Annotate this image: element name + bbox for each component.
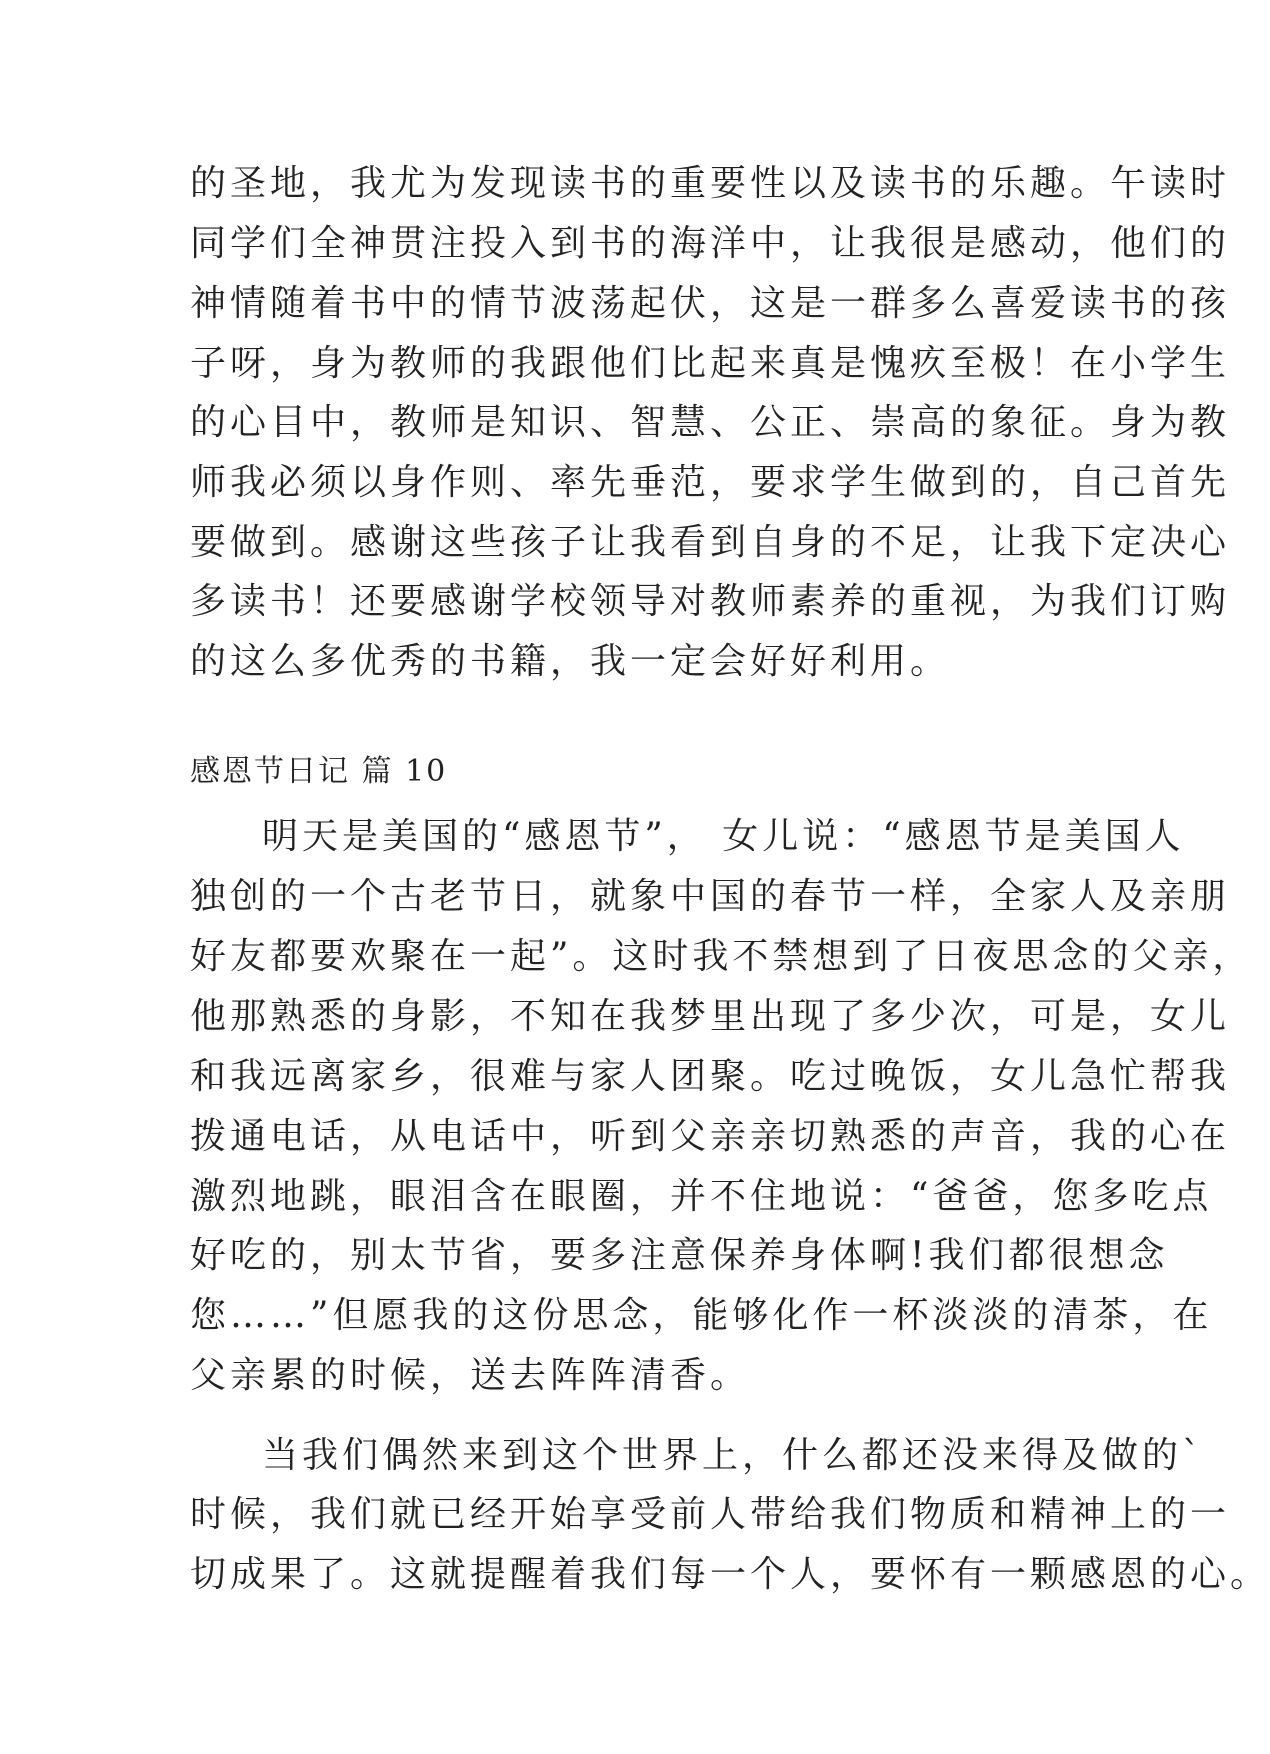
text-line: 好友都要欢聚在一起”。这时我不禁想到了日夜思念的父亲， [190,936,1253,977]
text-line: 子呀，身为教师的我跟他们比起来真是愧疚至极！在小学生 [190,343,1231,384]
text-line: 要做到。感谢这些孩子让我看到自身的不足，让我下定决心 [190,522,1231,563]
text-line: 切成果了。这就提醒着我们每一个人，要怀有一颗感恩的心。 [190,1554,1270,1595]
text-line: 师我必须以身作则、率先垂范，要求学生做到的，自己首先 [190,462,1231,503]
text-line: 同学们全神贯注投入到书的海洋中，让我很是感动，他们的 [190,223,1231,264]
text-line: 您……”但愿我的这份思念，能够化作一杯淡淡的清茶，在 [190,1295,1213,1336]
text-line: 当我们偶然来到这个世界上，什么都还没来得及做的` [262,1435,1205,1476]
text-line: 独创的一个古老节日，就象中国的春节一样，全家人及亲朋 [190,876,1231,917]
text-line: 神情随着书中的情节波荡起伏，这是一群多么喜爱读书的孩 [190,283,1231,324]
text-line: 拨通电话，从电话中，听到父亲亲切熟悉的声音，我的心在 [190,1116,1231,1157]
text-line: 和我远离家乡，很难与家人团聚。吃过晚饭，女儿急忙帮我 [190,1056,1231,1097]
section-heading: 感恩节日记 篇 10 [190,754,448,789]
text-line: 的心目中，教师是知识、智慧、公正、崇高的象征。身为教 [190,402,1231,443]
text-line: 的这么多优秀的书籍，我一定会好好利用。 [190,641,951,682]
text-line: 多读书！还要感谢学校领导对教师素养的重视，为我们订购 [190,581,1231,622]
text-line: 他那熟悉的身影，不知在我梦里出现了多少次，可是，女儿 [190,996,1231,1037]
text-line: 激烈地跳，眼泪含在眼圈，并不住地说：“爸爸，您多吃点 [190,1176,1213,1217]
text-line: 的圣地，我尤为发现读书的重要性以及读书的乐趣。午读时 [190,163,1231,204]
text-line: 明天是美国的“感恩节”， 女儿说：“感恩节是美国人 [262,816,1185,857]
text-line: 好吃的，别太节省，要多注意保养身体啊!我们都很想念 [190,1235,1169,1276]
text-line: 父亲累的时候，送去阵阵清香。 [190,1355,751,1396]
text-line: 时候，我们就已经开始享受前人带给我们物质和精神上的一 [190,1494,1231,1535]
